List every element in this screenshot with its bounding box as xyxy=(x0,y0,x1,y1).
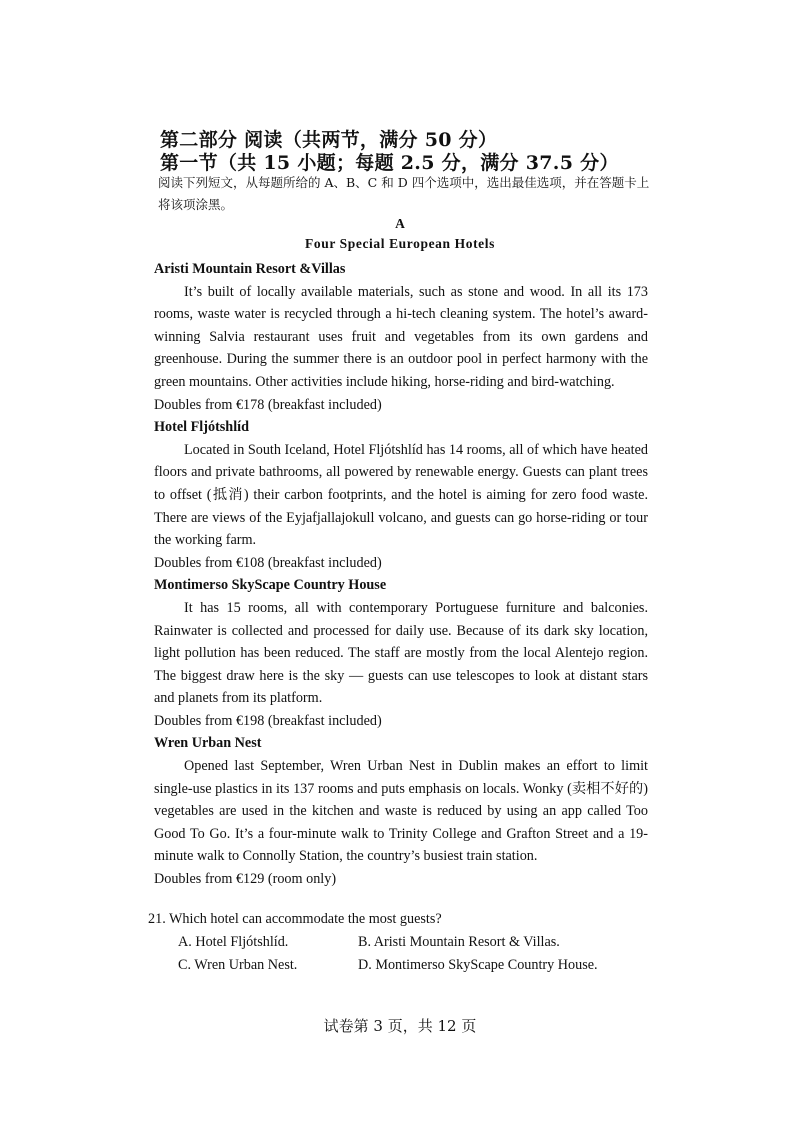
hotel-description: It’s built of locally available materials, such as stone and wood. In all its 173 rooms, waste water is recycled through a hi-tech cleaning system. The hotel’s award-winning Salvia restaurant uses fruit and vegetables from its own gardens and greenhouse. During the summer there is an outdoor pool in perfect harmony with the green mountains. Other activities include hiking, horse-riding and bird-watching. xyxy=(154,283,648,390)
question-stem: 21. Which hotel can accommodate the most guests? xyxy=(148,911,442,927)
hotel-name: Wren Urban Nest xyxy=(154,735,262,752)
hotel-name: Aristi Mountain Resort &Villas xyxy=(154,261,346,277)
option-a: A. Hotel Fljótshlíd. xyxy=(178,934,289,950)
option-b: B. Aristi Mountain Resort & Villas. xyxy=(358,934,560,950)
hotel-name: Montimerso SkyScape Country House xyxy=(154,577,387,594)
question-21 xyxy=(148,908,658,977)
hotel-price: Doubles from €198 (breakfast included) xyxy=(154,712,382,729)
hotel-description: Opened last September, Wren Urban Nest in Dublin makes an effort to limit single-use plastics in its 137 rooms and puts emphasis on locals. Wonky (卖相不好的) vegetables are used in the kitchen and waste is reduced by using an app called Too Good To Go. It’s a four-minute walk to Trinity College and Grafton Street and a 19-minute walk to Connolly Station, the country’s busiest train station. xyxy=(154,758,648,865)
passage-body xyxy=(154,258,648,891)
hotel-name: Hotel Fljótshlíd xyxy=(154,419,249,436)
hotel-price: Doubles from €178 (breakfast included) xyxy=(154,396,382,413)
hotel-price: Doubles from €129 (room only) xyxy=(154,871,337,888)
options-row xyxy=(148,954,658,977)
subsection-title: 第一节（共 15 小题；每题 2.5 分，满分 37.5 分） xyxy=(160,152,619,174)
section-title: 第二部分 阅读（共两节，满分 50 分） xyxy=(160,129,498,151)
passage-letter: A xyxy=(395,216,405,231)
instructions: 阅读下列短文，从每题所给的 A、B、C 和 D 四个选项中，选出最佳选项，并在答题卡上将该项涂黑。 xyxy=(158,175,650,212)
option-c: C. Wren Urban Nest. xyxy=(178,957,298,973)
page-footer: 试卷第 3 页，共 12 页 xyxy=(323,1017,477,1035)
option-d: D. Montimerso SkyScape Country House. xyxy=(358,957,598,973)
hotel-price: Doubles from €108 (breakfast included) xyxy=(154,554,382,571)
options-row xyxy=(148,931,658,954)
hotel-description: It has 15 rooms, all with contemporary Portuguese furniture and balconies. Rainwater is collected and processed for daily use. Because of its dark sky location, light pollution has been reduced. The staff are mostly from the local Alentejo region. The biggest draw here is the sky — guests can use telescopes to look at distant stars and planets from its platform. xyxy=(154,599,648,707)
passage-title: Four Special European Hotels xyxy=(305,236,495,251)
hotel-description: Located in South Iceland, Hotel Fljótshlíd has 14 rooms, all of which have heated floors and private bathrooms, all powered by renewable energy. Guests can plant trees to offset (抵消) their carbon footprints, and the hotel is aiming for zero food waste. There are views of the Eyjafjallajokull volcano, and guests can go horse-riding or tour the working farm. xyxy=(154,441,648,549)
